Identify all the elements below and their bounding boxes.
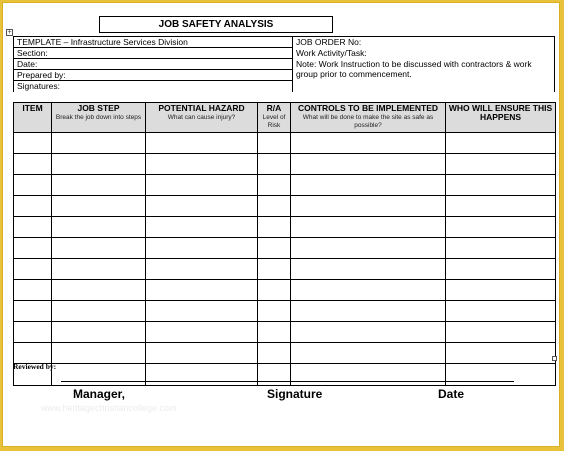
table-cell[interactable] xyxy=(258,343,291,364)
table-cell[interactable] xyxy=(14,133,52,154)
column-title: JOB STEP xyxy=(77,103,120,113)
column-subtitle: What can cause injury? xyxy=(167,114,236,121)
table-cell[interactable] xyxy=(14,259,52,280)
date-field[interactable]: Date: xyxy=(14,59,293,70)
job-analysis-table xyxy=(13,102,556,386)
table-cell[interactable] xyxy=(14,217,52,238)
table-cell[interactable] xyxy=(146,280,258,301)
table-cell[interactable] xyxy=(146,343,258,364)
column-title: ITEM xyxy=(22,103,43,113)
column-header-who-will-ensure xyxy=(446,103,556,133)
table-cell[interactable] xyxy=(446,154,556,175)
table-cell[interactable] xyxy=(258,238,291,259)
template-label: TEMPLATE – Infrastructure Services Division xyxy=(14,37,293,48)
table-cell[interactable] xyxy=(52,154,146,175)
table-cell[interactable] xyxy=(52,217,146,238)
column-header-job-step xyxy=(52,103,146,133)
table-cell[interactable] xyxy=(52,364,146,386)
work-activity-label: Work Activity/Task: xyxy=(293,48,555,59)
document-page xyxy=(2,2,560,447)
table-row xyxy=(14,322,556,343)
signature-line xyxy=(61,381,514,382)
table-row xyxy=(14,280,556,301)
table-cell[interactable] xyxy=(258,196,291,217)
table-row xyxy=(14,364,556,386)
table-cell[interactable] xyxy=(446,175,556,196)
table-cell[interactable] xyxy=(291,217,446,238)
table-cell[interactable] xyxy=(146,238,258,259)
table-cell[interactable] xyxy=(146,175,258,196)
job-order-label: JOB ORDER No: xyxy=(293,37,555,48)
table-cell[interactable] xyxy=(52,238,146,259)
signatures-field[interactable]: Signatures: xyxy=(14,81,293,93)
column-subtitle: Level of Risk xyxy=(262,114,286,129)
table-cell[interactable] xyxy=(146,196,258,217)
table-cell[interactable] xyxy=(14,175,52,196)
reviewed-by-label: Reviewed by: xyxy=(13,362,57,371)
manager-label: Manager, xyxy=(73,387,126,401)
table-cell[interactable] xyxy=(146,301,258,322)
table-cell[interactable] xyxy=(446,301,556,322)
signature-label: Signature xyxy=(267,387,323,401)
watermark-text: www.heritagechristiancollege.com xyxy=(41,403,177,413)
table-cell[interactable] xyxy=(52,322,146,343)
table-cell[interactable] xyxy=(14,154,52,175)
column-subtitle: Break the job down into steps xyxy=(55,114,142,121)
header-info-table xyxy=(13,36,555,92)
table-cell[interactable] xyxy=(446,196,556,217)
table-cell[interactable] xyxy=(146,133,258,154)
table-cell[interactable] xyxy=(291,301,446,322)
column-header-potential-hazard xyxy=(146,103,258,133)
column-subtitle: What will be done to make the site as safe as possible? xyxy=(302,114,434,129)
table-cell[interactable] xyxy=(52,301,146,322)
column-title: CONTROLS TO BE IMPLEMENTED xyxy=(297,103,439,113)
section-field[interactable]: Section: xyxy=(14,48,293,59)
table-cell[interactable] xyxy=(14,301,52,322)
table-cell[interactable] xyxy=(291,280,446,301)
table-cell[interactable] xyxy=(52,280,146,301)
table-resize-handle[interactable] xyxy=(552,356,557,361)
column-title: POTENTIAL HAZARD xyxy=(158,103,245,113)
table-cell[interactable] xyxy=(146,154,258,175)
table-row xyxy=(14,154,556,175)
date-label: Date xyxy=(438,387,465,401)
table-cell[interactable] xyxy=(446,280,556,301)
table-cell[interactable] xyxy=(258,217,291,238)
table-cell[interactable] xyxy=(446,343,556,364)
table-row xyxy=(14,133,556,154)
column-header-risk xyxy=(258,103,291,133)
table-cell[interactable] xyxy=(52,343,146,364)
table-cell[interactable] xyxy=(52,175,146,196)
table-body xyxy=(14,133,556,386)
table-header-row xyxy=(14,103,556,133)
table-cell[interactable] xyxy=(291,322,446,343)
table-cell[interactable] xyxy=(291,364,446,386)
table-cell[interactable] xyxy=(446,322,556,343)
table-cell[interactable] xyxy=(258,259,291,280)
table-cell[interactable] xyxy=(14,343,52,364)
table-cell[interactable] xyxy=(291,196,446,217)
table-cell[interactable] xyxy=(258,280,291,301)
table-cell[interactable] xyxy=(446,217,556,238)
column-header-item xyxy=(14,103,52,133)
column-header-controls xyxy=(291,103,446,133)
table-cell[interactable] xyxy=(291,343,446,364)
table-cell[interactable] xyxy=(258,364,291,386)
table-cell[interactable] xyxy=(446,238,556,259)
table-row xyxy=(14,217,556,238)
table-cell[interactable] xyxy=(291,238,446,259)
table-cell[interactable] xyxy=(446,364,556,386)
table-cell[interactable] xyxy=(258,301,291,322)
table-cell[interactable] xyxy=(146,322,258,343)
document-title: JOB SAFETY ANALYSIS xyxy=(99,16,333,33)
table-cell[interactable] xyxy=(146,259,258,280)
table-row xyxy=(14,238,556,259)
table-row xyxy=(14,259,556,280)
table-cell[interactable] xyxy=(52,259,146,280)
table-cell[interactable] xyxy=(291,175,446,196)
table-row xyxy=(14,196,556,217)
table-cell[interactable] xyxy=(258,175,291,196)
table-cell[interactable] xyxy=(291,133,446,154)
table-row xyxy=(14,175,556,196)
table-cell[interactable] xyxy=(258,154,291,175)
table-cell[interactable] xyxy=(291,259,446,280)
column-title: WHO WILL ENSURE THIS HAPPENS xyxy=(448,103,553,122)
table-cell[interactable] xyxy=(291,154,446,175)
table-cell[interactable] xyxy=(446,133,556,154)
table-cell[interactable] xyxy=(258,322,291,343)
table-row xyxy=(14,343,556,364)
table-cell[interactable] xyxy=(446,259,556,280)
table-cell[interactable] xyxy=(14,280,52,301)
column-title: R/A xyxy=(266,103,282,113)
table-cell[interactable] xyxy=(146,217,258,238)
table-cell[interactable] xyxy=(14,238,52,259)
table-cell[interactable] xyxy=(52,133,146,154)
table-cell[interactable] xyxy=(258,133,291,154)
note-text: Note: Work Instruction to be discussed with contractors & work group prior to commencement. xyxy=(293,59,555,93)
table-move-handle-icon[interactable]: + xyxy=(7,29,12,36)
table-cell[interactable] xyxy=(146,364,258,386)
table-cell[interactable] xyxy=(52,196,146,217)
prepared-by-field[interactable]: Prepared by: xyxy=(14,70,293,81)
table-row xyxy=(14,301,556,322)
table-cell[interactable] xyxy=(14,196,52,217)
table-cell[interactable] xyxy=(14,322,52,343)
